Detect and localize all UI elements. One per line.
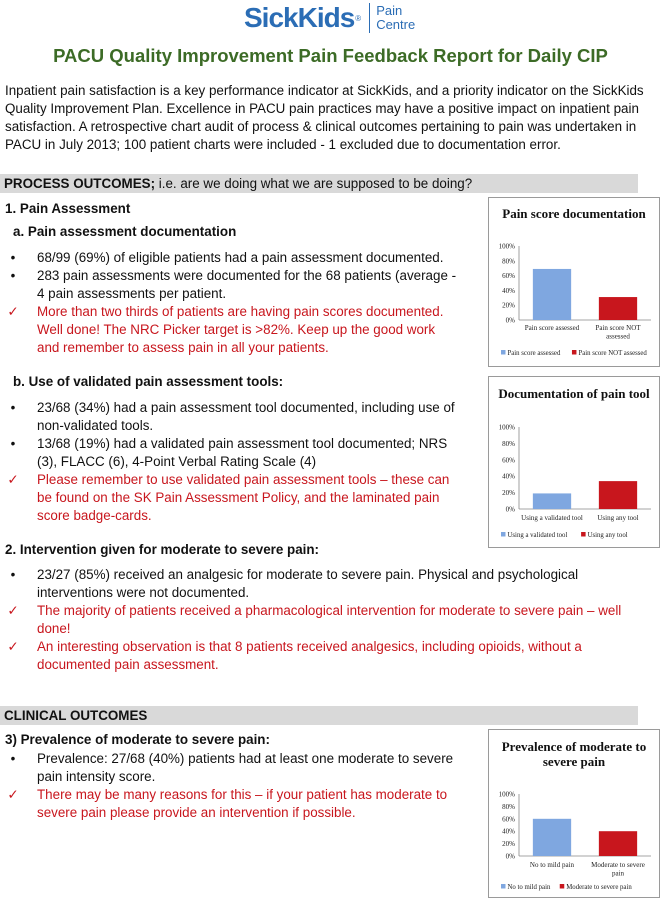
legend-label: Using any tool [587,532,628,539]
x-tick-label: Pain score NOT assessed [595,324,641,341]
x-tick-label: Moderate to severe pain [591,861,645,878]
y-tick-label: 100% [498,242,515,251]
list-item-text: An interesting observation is that 8 patients received analgesics, including opioids, without a documented pain assessment. [37,639,582,672]
section-2-list [5,566,625,674]
y-tick-label: 60% [502,815,515,824]
section-1-heading: 1. Pain Assessment [5,201,131,216]
bullet-icon: • [10,567,16,582]
checkmark-icon: ✓ [7,787,19,802]
list-item-text: 68/99 (69%) of eligible patients had a pain assessment documented. [37,250,444,265]
legend-label: No to mild pain [507,884,551,891]
clinical-outcomes-label: CLINICAL OUTCOMES [4,708,148,723]
y-tick-label: 60% [502,456,515,465]
checkmark-icon: ✓ [7,639,19,654]
y-tick-label: 20% [502,301,515,310]
section-2-heading: 2. Intervention given for moderate to severe pain: [5,542,320,557]
checkmark-icon: ✓ [7,304,19,319]
y-tick-label: 40% [502,286,515,295]
y-tick-label: 100% [498,790,515,799]
list-item-text: There may be many reasons for this – if your patient has moderate to severe pain please provide an intervention if possible. [37,787,448,820]
y-tick-label: 40% [502,827,515,836]
checkmark-icon: ✓ [7,603,19,618]
chart-title: Pain score documentation [502,206,646,221]
clinical-outcomes-band [0,706,638,725]
legend-swatch [572,350,577,355]
y-tick-label: 80% [502,802,515,811]
section-1b-list [5,399,460,525]
bar [599,831,637,856]
section-1a-list [5,249,460,357]
section-3-list [5,750,460,822]
bar [533,269,571,320]
list-item [5,249,460,267]
list-item [5,786,460,822]
list-item-text: Prevalence: 27/68 (40%) patients had at least one moderate to severe pain intensity score. [37,751,454,784]
legend-label: Pain score assessed [507,350,561,357]
legend-swatch [501,532,506,537]
sickkids-logo [244,0,415,36]
list-item [5,435,460,471]
checkmark-icon: ✓ [7,472,19,487]
bullet-icon: • [10,268,16,283]
section-3-heading: 3) Prevalence of moderate to severe pain: [5,732,270,747]
list-item [5,566,625,602]
bullet-icon: • [10,436,16,451]
legend-swatch [501,884,506,889]
legend-swatch [581,532,586,537]
list-item-text: 13/68 (19%) had a validated pain assessment tool documented; NRS (3), FLACC (6), 4-Point Verbal Rating Scale (4) [37,436,448,469]
x-tick-label: Using a validated tool [521,514,583,522]
list-item-text: More than two thirds of patients are having pain scores documented. Well done! The NRC Picker target is >82%. Keep up the good work and remember to assess pain in all your patients. [37,304,444,355]
x-tick-label: Using any tool [597,514,639,522]
bullet-icon: • [10,250,16,265]
y-tick-label: 60% [502,272,515,281]
bar [533,819,571,856]
bullet-icon: • [10,751,16,766]
chart-title: Documentation of pain tool [498,386,650,401]
legend-label: Pain score NOT assessed [578,350,647,357]
logo-wordmark: SickKids [244,2,355,33]
x-tick-label: No to mild pain [529,861,575,869]
section-1a-heading: a. Pain assessment documentation [13,224,237,239]
chart-pain-score-documentation [488,197,660,367]
legend-swatch [560,884,565,889]
logo-subtitle [376,4,415,32]
chart-title: Prevalence of moderate to severe pain [501,739,647,769]
logo-subtitle-line1: Pain [376,3,403,18]
list-item-text: 23/27 (85%) received an analgesic for moderate to severe pain. Physical and psychological interventions were not documented. [37,567,579,600]
process-outcomes-band [0,174,638,193]
y-tick-label: 20% [502,489,515,498]
list-item [5,303,460,357]
list-item [5,267,460,303]
list-item-text: Please remember to use validated pain assessment tools – these can be found on the SK Pain Assessment Policy, and the laminated pain score badge-cards. [37,472,450,523]
y-tick-label: 20% [502,840,515,849]
process-outcomes-label: PROCESS OUTCOMES; [4,176,156,191]
list-item [5,471,460,525]
y-tick-label: 80% [502,257,515,266]
x-tick-label: Pain score assessed [524,324,580,332]
bar [533,493,571,509]
chart-documentation-of-pain-tool [488,376,660,548]
y-tick-label: 0% [505,852,515,861]
list-item [5,602,625,638]
y-tick-label: 100% [498,423,515,432]
list-item-text: 23/68 (34%) had a pain assessment tool documented, including use of non-validated tools. [37,400,455,433]
y-tick-label: 0% [505,316,515,325]
chart-prevalence-moderate-severe-pain [488,729,660,898]
legend-label: Moderate to severe pain [566,884,632,891]
bar [599,481,637,509]
section-1b-heading: b. Use of validated pain assessment tools: [13,374,284,389]
logo-registered-mark: ® [355,13,362,23]
page-title: PACU Quality Improvement Pain Feedback Report for Daily CIP [53,45,608,66]
logo-subtitle-line2: Centre [376,17,416,32]
list-item-text: The majority of patients received a pharmacological intervention for moderate to severe pain – well done! [37,603,622,636]
list-item [5,399,460,435]
y-tick-label: 0% [505,505,515,514]
legend-label: Using a validated tool [507,532,568,539]
y-tick-label: 80% [502,439,515,448]
process-outcomes-subtitle: i.e. are we doing what we are supposed to be doing? [155,176,473,191]
bar [599,297,637,320]
y-tick-label: 40% [502,472,515,481]
bullet-icon: • [10,400,16,415]
intro-paragraph: Inpatient pain satisfaction is a key performance indicator at SickKids, and a priority indicator on the SickKids Quality Improvement Plan. Excellence in PACU pain practices may have a positive impact on inpatient pain satisfaction. A retrospective chart audit of process & clinical outcomes pertaining to pain was undertaken in PACU in July 2013; 100 patient charts were included - 1 excluded due to documentation error. [5,83,644,152]
list-item [5,638,625,674]
list-item [5,750,460,786]
list-item-text: 283 pain assessments were documented for the 68 patients (average - 4 pain assessments per patient. [37,268,457,301]
legend-swatch [501,350,506,355]
logo-divider [369,3,370,33]
